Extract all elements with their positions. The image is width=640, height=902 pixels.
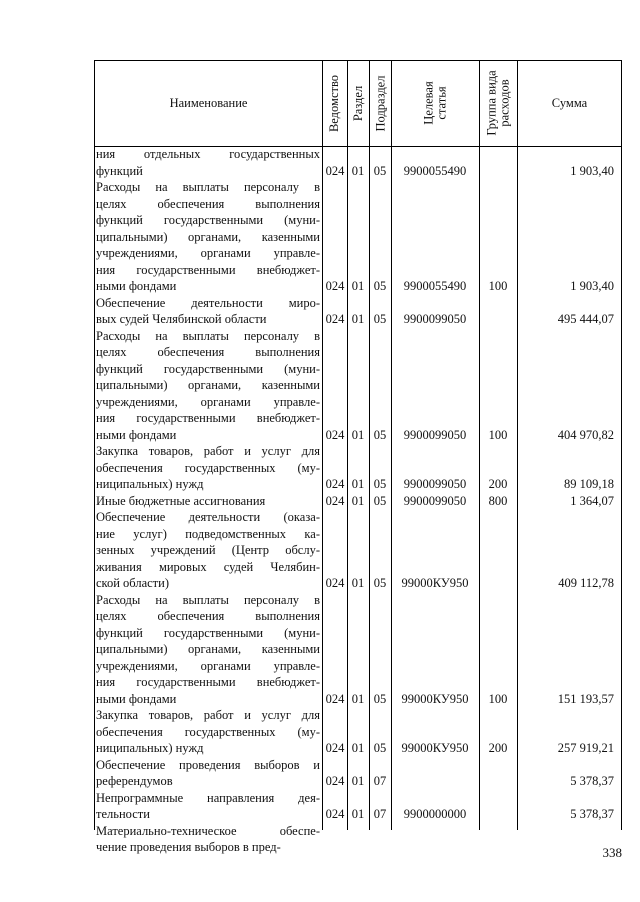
- row-name-line: Обеспечение проведения выборов и: [96, 757, 320, 772]
- cell-summa: 257 919,21: [557, 741, 614, 755]
- cell-vedomstvo: 024: [325, 279, 345, 293]
- cell-gruppa-vida: 100: [488, 279, 508, 293]
- row-name: [96, 509, 320, 592]
- row-name-line: Непрограммные направления дея-: [96, 790, 320, 805]
- cell-summa: 1 903,40: [570, 163, 614, 178]
- header-tselevaya-statya: Целевая статья: [421, 81, 449, 125]
- row-name: [96, 823, 320, 856]
- cell-tselevaya-statya: 99000КУ950: [401, 576, 469, 590]
- row-name-line: Расходы на выплаты персоналу в: [96, 328, 320, 343]
- cell-vedomstvo: 024: [325, 427, 345, 442]
- cell-razdel: 01: [351, 163, 365, 178]
- cell-summa: 1 364,07: [570, 493, 614, 508]
- row-name-line: ными фондами: [96, 427, 177, 442]
- row-name-line: ципальными) органами, казенными: [96, 229, 320, 244]
- cell-razdel: 01: [351, 576, 365, 590]
- cell-vedomstvo: 024: [325, 691, 345, 706]
- cell-podrazdel: 05: [373, 477, 387, 491]
- row-name-line: вых судей Челябинской области: [96, 312, 267, 326]
- row-name-line: ными фондами: [96, 279, 177, 293]
- row-name-line: ципальными) органами, казенными: [96, 378, 320, 392]
- table-row: [94, 328, 622, 444]
- cell-podrazdel: 05: [373, 493, 387, 508]
- row-name-line: обеспечения государственных (му-: [96, 724, 320, 739]
- cell-tselevaya-statya: 99000КУ950: [401, 691, 469, 706]
- cell-summa: 404 970,82: [557, 427, 614, 442]
- cell-summa: 5 378,37: [570, 774, 614, 788]
- row-name-line: ния государственными внебюджет-: [96, 675, 320, 689]
- row-name: [96, 707, 320, 757]
- table-row: [94, 790, 622, 823]
- row-name-line: Расходы на выплаты персоналу в: [96, 592, 320, 607]
- row-name: [96, 443, 320, 493]
- cell-razdel: 01: [351, 807, 365, 821]
- row-name-line: функций государственными (муни-: [96, 625, 320, 640]
- cell-razdel: 01: [351, 427, 365, 442]
- cell-tselevaya-statya: 9900099050: [403, 477, 467, 491]
- row-name-line: целях обеспечения выполнения: [96, 345, 320, 359]
- cell-tselevaya-statya: 99000КУ950: [401, 741, 469, 755]
- header-podrazdel: Подраздел: [373, 75, 387, 131]
- row-name-line: Материально-техническое обеспе-: [96, 823, 320, 838]
- row-name-line: чение проведения выборов в пред-: [96, 840, 281, 854]
- row-name-line: референдумов: [96, 774, 173, 788]
- cell-podrazdel: 05: [373, 691, 387, 706]
- cell-podrazdel: 05: [373, 312, 387, 326]
- row-name-line: тельности: [96, 807, 150, 821]
- cell-vedomstvo: 024: [325, 741, 345, 755]
- cell-summa: 89 109,18: [564, 477, 614, 491]
- cell-tselevaya-statya: 9900055490: [403, 279, 467, 293]
- cell-podrazdel: 05: [373, 279, 387, 293]
- cell-vedomstvo: 024: [325, 312, 345, 326]
- cell-razdel: 01: [351, 691, 365, 706]
- row-name-line: Иные бюджетные ассигнования: [96, 493, 266, 508]
- cell-podrazdel: 05: [373, 741, 387, 755]
- cell-summa: 1 903,40: [570, 279, 614, 293]
- cell-vedomstvo: 024: [325, 493, 345, 508]
- cell-podrazdel: 07: [373, 774, 387, 788]
- cell-podrazdel: 05: [373, 163, 387, 178]
- cell-podrazdel: 07: [373, 807, 387, 821]
- table-row: [94, 592, 622, 708]
- cell-tselevaya-statya: 9900099050: [403, 493, 467, 508]
- row-name-line: ния государственными внебюджет-: [96, 262, 320, 277]
- row-name-line: учреждениями, органами управле-: [96, 394, 320, 409]
- cell-podrazdel: 05: [373, 427, 387, 442]
- cell-gruppa-vida: 200: [488, 741, 508, 755]
- cell-gruppa-vida: 100: [488, 427, 508, 442]
- row-name-line: Обеспечение деятельности (оказа-: [96, 510, 320, 524]
- cell-tselevaya-statya: 9900055490: [403, 163, 467, 178]
- cell-summa: 151 193,57: [557, 691, 614, 706]
- row-name: [96, 493, 320, 510]
- table-row: [94, 757, 622, 790]
- row-name-line: ципальными) органами, казенными: [96, 642, 320, 656]
- row-name: [96, 790, 320, 823]
- row-name-line: ской области): [96, 576, 169, 590]
- row-name-line: Обеспечение деятельности миро-: [96, 295, 320, 310]
- row-name: [96, 146, 320, 179]
- row-name-line: функций: [96, 163, 143, 178]
- row-name: [96, 179, 320, 295]
- cell-vedomstvo: 024: [325, 774, 345, 788]
- row-name-line: ния государственными внебюджет-: [96, 411, 320, 425]
- row-name-line: Закупка товаров, работ и услуг для: [96, 444, 320, 458]
- cell-tselevaya-statya: 9900000000: [403, 807, 467, 821]
- row-name: [96, 592, 320, 708]
- cell-vedomstvo: 024: [325, 163, 345, 178]
- cell-tselevaya-statya: 9900099050: [403, 427, 467, 442]
- row-name-line: ниципальных) нужд: [96, 741, 204, 755]
- cell-summa: 495 444,07: [557, 312, 614, 326]
- page-number: 338: [602, 845, 622, 860]
- table-row: [94, 493, 622, 510]
- header-vedomstvo: Ведомство: [327, 74, 342, 132]
- row-name-line: живания мировых судей Челябин-: [96, 559, 320, 574]
- row-name-line: учреждениями, органами управле-: [96, 658, 320, 673]
- row-name-line: функций государственными (муни-: [96, 213, 320, 227]
- row-name: [96, 295, 320, 328]
- cell-summa: 5 378,37: [570, 807, 614, 821]
- row-name-line: ния отдельных государственных: [96, 147, 320, 161]
- cell-razdel: 01: [351, 774, 365, 788]
- table-row: [94, 295, 622, 328]
- cell-vedomstvo: 024: [325, 477, 345, 491]
- cell-gruppa-vida: 800: [488, 493, 508, 508]
- header-razdel: Раздел: [351, 85, 366, 121]
- header-summa: Сумма: [551, 95, 588, 110]
- header-gruppa-vida-raskhodov: Группа вида расходов: [484, 70, 512, 136]
- table-row: [94, 443, 622, 493]
- row-name-line: Расходы на выплаты персоналу в: [96, 180, 320, 194]
- cell-gruppa-vida: 100: [488, 691, 508, 706]
- row-name-line: ными фондами: [96, 691, 177, 706]
- cell-vedomstvo: 024: [325, 807, 345, 821]
- table-row: [94, 509, 622, 592]
- row-name-line: учреждениями, органами управле-: [96, 246, 320, 260]
- cell-razdel: 01: [351, 493, 365, 508]
- cell-razdel: 01: [351, 741, 365, 755]
- row-name: [96, 757, 320, 790]
- cell-razdel: 01: [351, 279, 365, 293]
- cell-razdel: 01: [351, 312, 365, 326]
- row-name: [96, 328, 320, 444]
- cell-summa: 409 112,78: [558, 576, 614, 590]
- row-name-line: целях обеспечения выполнения: [96, 609, 320, 623]
- cell-tselevaya-statya: 9900099050: [403, 312, 467, 326]
- cell-vedomstvo: 024: [325, 576, 345, 590]
- table-row: [94, 707, 622, 757]
- row-name-line: функций государственными (муни-: [96, 361, 320, 376]
- header-name: Наименование: [169, 95, 248, 110]
- row-name-line: ниципальных) нужд: [96, 477, 204, 491]
- row-name-line: обеспечения государственных (му-: [96, 460, 320, 475]
- row-name-line: зенных учреждений (Центр обслу-: [96, 543, 320, 557]
- table-row: [94, 146, 622, 179]
- cell-podrazdel: 05: [373, 576, 387, 590]
- row-name-line: Закупка товаров, работ и услуг для: [96, 708, 320, 722]
- row-name-line: целях обеспечения выполнения: [96, 196, 320, 211]
- cell-razdel: 01: [351, 477, 365, 491]
- table-row: [94, 823, 622, 856]
- table-row: [94, 179, 622, 295]
- row-name-line: ние услуг) подведомственных ка-: [96, 526, 320, 541]
- cell-gruppa-vida: 200: [488, 477, 508, 491]
